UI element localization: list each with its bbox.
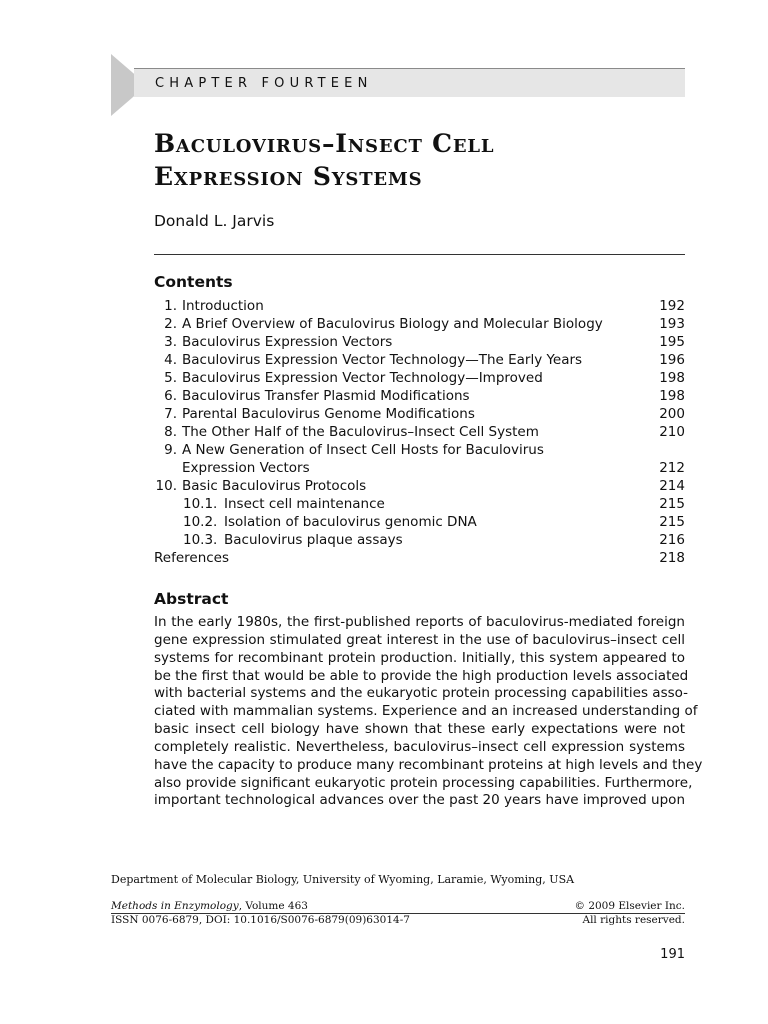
toc-entry-label: Insect cell maintenance	[224, 496, 385, 512]
toc-entry-number: 1.	[164, 298, 177, 314]
toc-entry-label: Introduction	[182, 298, 264, 314]
toc-entry-label: Isolation of baculovirus genomic DNA	[224, 514, 477, 530]
toc-entry-number: 7.	[164, 406, 177, 422]
toc-entry-page: 218	[659, 550, 685, 566]
volume-number: , Volume 463	[238, 900, 308, 912]
toc-entry-page: 200	[659, 406, 685, 422]
abstract-line: gene expression stimulated great interest in the use of baculovirus–insect cell	[154, 631, 685, 648]
toc-entry-number: 2.	[164, 316, 177, 332]
contents-heading: Contents	[154, 273, 233, 291]
abstract-line: also provide significant eukaryotic protein processing capabilities. Furthermore,	[154, 774, 693, 791]
toc-entry-number: 4.	[164, 352, 177, 368]
toc-entry	[154, 441, 685, 459]
toc-entry	[154, 297, 685, 315]
toc-entry-page: 215	[659, 514, 685, 530]
toc-entry-label: Basic Baculovirus Protocols	[182, 478, 367, 494]
abstract-line: be the first that would be able to provide the high production levels associated	[154, 667, 689, 684]
copyright-notice: © 2009 Elsevier Inc.	[574, 900, 685, 912]
toc-entry	[154, 423, 685, 441]
abstract-line: systems for recombinant protein production. Initially, this system appeared to	[154, 649, 685, 666]
toc-entry-number: 9.	[164, 442, 177, 458]
toc-entry-page: 198	[659, 370, 685, 386]
toc-entry-page: 212	[659, 460, 685, 476]
toc-entry-label: The Other Half of the Baculovirus–Insect Cell System	[182, 424, 539, 440]
toc-entry-label: A New Generation of Insect Cell Hosts for Baculovirus	[182, 442, 544, 458]
toc-entry-page: 198	[659, 388, 685, 404]
toc-entry-label: Baculovirus Expression Vector Technology—Improved	[182, 370, 543, 386]
abstract-heading: Abstract	[154, 590, 229, 608]
toc-entry-label: Baculovirus plaque assays	[224, 532, 403, 548]
abstract-line: In the early 1980s, the first-published reports of baculovirus-mediated foreign	[154, 614, 685, 630]
issn-doi: ISSN 0076-6879, DOI: 10.1016/S0076-6879(09)63014-7	[111, 914, 410, 926]
chapter-label: CHAPTER FOURTEEN	[155, 76, 373, 91]
toc-entry-number: 3.	[164, 334, 177, 350]
toc-entry-page: 196	[659, 352, 685, 368]
journal-volume	[111, 899, 308, 913]
toc-entry	[154, 459, 685, 477]
abstract-line: important technological advances over the past 20 years have improved upon	[154, 792, 685, 809]
toc-entry-label: Baculovirus Expression Vector Technology—The Early Years	[182, 352, 583, 368]
abstract-body	[154, 614, 703, 810]
toc-entry-label: Expression Vectors	[182, 460, 310, 476]
toc-entry-label: References	[154, 550, 230, 566]
toc-entry-page: 195	[659, 334, 685, 350]
toc-entry	[154, 495, 685, 513]
toc-entry-number: 10.2.	[183, 514, 218, 530]
toc-entry-number: 10.1.	[183, 496, 218, 512]
toc-entry-number: 10.	[155, 478, 177, 494]
header-divider	[154, 254, 685, 255]
toc-entry-page: 214	[659, 478, 685, 494]
toc-entry-number: 5.	[164, 370, 177, 386]
toc-entry	[154, 387, 685, 405]
abstract-line: basic insect cell biology have shown that these early expectations were not	[154, 721, 685, 738]
toc-entry	[154, 351, 685, 369]
toc-entry	[154, 405, 685, 423]
rights-notice: All rights reserved.	[582, 914, 685, 926]
toc-entry-label: Parental Baculovirus Genome Modifications	[182, 406, 475, 422]
toc-entry-label: Baculovirus Transfer Plasmid Modifications	[182, 388, 470, 404]
abstract-line: with bacterial systems and the eukaryotic protein processing capabilities asso-	[154, 685, 689, 702]
table-of-contents	[154, 297, 685, 567]
abstract-line: have the capacity to produce many recombinant proteins at high levels and they	[154, 756, 703, 773]
toc-entry-number: 8.	[164, 424, 177, 440]
toc-entry-page: 193	[659, 316, 685, 332]
toc-entry-page: 210	[659, 424, 685, 440]
page-number: 191	[660, 947, 685, 962]
toc-entry-label: Baculovirus Expression Vectors	[182, 334, 393, 350]
chapter-title	[154, 127, 494, 193]
toc-entry	[154, 315, 685, 333]
author-name: Donald L. Jarvis	[154, 212, 275, 230]
author-affiliation: Department of Molecular Biology, University of Wyoming, Laramie, Wyoming, USA	[111, 873, 575, 886]
abstract-line: ciated with mammalian systems. Experience and an increased understanding of	[154, 703, 698, 720]
toc-entry	[154, 513, 685, 531]
toc-entry-page: 192	[659, 298, 685, 314]
chapter-title-line-2: Expression Systems	[154, 162, 423, 191]
toc-entry-label: A Brief Overview of Baculovirus Biology and Molecular Biology	[182, 316, 603, 332]
toc-entry-page: 216	[659, 532, 685, 548]
toc-entry	[154, 369, 685, 387]
chapter-title-line-1: Baculovirus–Insect Cell	[154, 129, 495, 158]
journal-name: Methods in Enzymology	[111, 900, 239, 912]
toc-entry	[154, 531, 685, 549]
toc-entry-number: 6.	[164, 388, 177, 404]
toc-entry	[154, 477, 685, 495]
abstract-line: completely realistic. Nevertheless, baculovirus–insect cell expression systems	[154, 738, 685, 755]
toc-entry-number: 10.3.	[183, 532, 218, 548]
toc-entry	[154, 333, 685, 351]
toc-entry	[154, 549, 685, 567]
footer-divider	[111, 913, 685, 914]
toc-entry-page: 215	[659, 496, 685, 512]
